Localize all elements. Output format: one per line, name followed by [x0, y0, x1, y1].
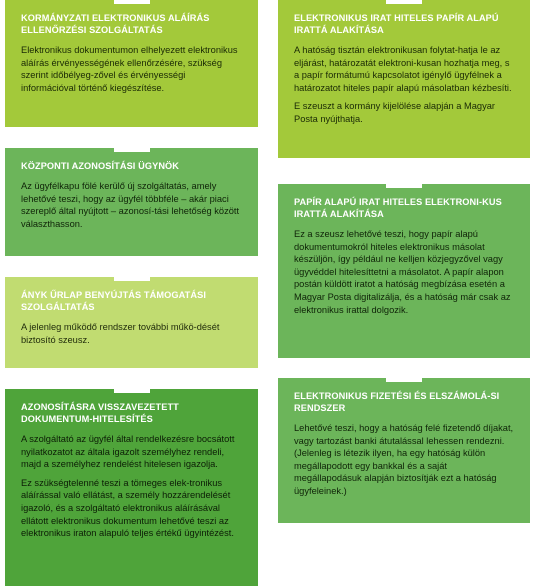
card-accent-bar: [386, 184, 422, 188]
card-text: Lehetővé teszi, hogy a hatóság felé fizetendő díjakat, vagy tartozást banki átutalással lehessen rendezni. (Jelenleg is létezik ilyen, ha egy hatóság külön megállapodott egy bankkal és a saját megállapodásuk alapján biztosítják ezt a hatóság ügyfeleinek.): [294, 423, 514, 496]
card-text: A jelenleg működő rendszer további műkö-dését biztosító szeusz.: [21, 322, 220, 345]
card-accent-bar: [114, 0, 150, 4]
card-accent-bar: [386, 0, 422, 4]
card-title: ELEKTRONIKUS FIZETÉSI ÉS ELSZÁMOLÁ-SI RENDSZER: [294, 391, 500, 413]
card-elektronikus-irat-papir: [278, 0, 530, 158]
card-papir-irat-elektronikus: [278, 184, 530, 358]
card-kormanyzati-alairas: [5, 0, 258, 127]
card-text: E szeuszt a kormány kijelölése alapján a Magyar Posta nyújthatja.: [294, 101, 496, 124]
card-text: Ez a szeusz lehetővé teszi, hogy papír alapú dokumentumokról hiteles elektronikus másolat készüljön, így például ne kelljen közjegyzővel vagy ügyvéddel hitelesíttetni a másolatot. A papír alapon postán küldött iratot a hatóság megbízása esetén a Magyar Posta digitalizálja, és a hatóság már csak az elektronikus irattal dolgozik.: [294, 229, 511, 315]
card-anyk-urlap: [5, 277, 258, 368]
card-text: A hatóság tisztán elektronikusan folytat-hatja le az eljárást, határozatát elektroni-kusan hozhatja meg, s a papír formátumú kapcsolatot igénylő ügyfélnek a határozatot hiteles papír alapú másolatban kézbesíti.: [294, 45, 512, 93]
card-text: Ez szükségtelenné teszi a tömeges elek-tronikus aláírással való ellátást, a személy hozzárendelését igazoló, és a szolgáltató elektronikus aláírásával ellátott elektronikus dokumentum lehetővé teszi az elektronikus iraton alapuló teljes értékű ügyintézést.: [21, 477, 234, 539]
card-kozponti-azonositasi-ugynok: [5, 148, 258, 256]
card-title: ÁNYK ŰRLAP BENYÚJTÁS TÁMOGATÁSI SZOLGÁLTATÁS: [21, 290, 206, 312]
card-accent-bar: [114, 277, 150, 281]
card-title: KÖZPONTI AZONOSÍTÁSI ÜGYNÖK: [21, 161, 180, 171]
card-title: AZONOSÍTÁSRA VISSZAVEZETETT DOKUMENTUM-HITELESÍTÉS: [21, 402, 179, 424]
card-title: PAPÍR ALAPÚ IRAT HITELES ELEKTRONI-KUS IRATTÁ ALAKÍTÁSA: [294, 197, 502, 219]
card-fizetesi-rendszer: [278, 378, 530, 523]
card-title: KORMÁNYZATI ELEKTRONIKUS ALÁÍRÁS ELLENŐRZÉSI SZOLGÁLTATÁS: [21, 13, 210, 35]
card-accent-bar: [114, 148, 150, 152]
card-text: Az ügyfélkapu fölé kerülő új szolgáltatás, amely lehetővé teszi, hogy az ügyfél többféle – akár piaci szereplő által nyújtott – azonosí-tási lehetőség között választhasson.: [21, 181, 240, 229]
card-text: A szolgáltató az ügyfél által rendelkezésre bocsátott nyilatkozatot az általa igazolt személyhez rendeli, majd a személyhez rendelést hitelesen igazolja.: [21, 434, 235, 470]
card-dokumentum-hitelesites: [5, 389, 258, 586]
card-accent-bar: [386, 378, 422, 382]
card-text: Elektronikus dokumentumon elhelyezett elektronikus aláírás érvényességének ellenőrzésére, szükség szerint időbélyeg-zővel és érvényességi információval történő kiegészítése.: [21, 45, 238, 93]
card-title: ELEKTRONIKUS IRAT HITELES PAPÍR ALAPÚ IRATTÁ ALAKÍTÁSA: [294, 13, 499, 35]
card-accent-bar: [114, 389, 150, 393]
